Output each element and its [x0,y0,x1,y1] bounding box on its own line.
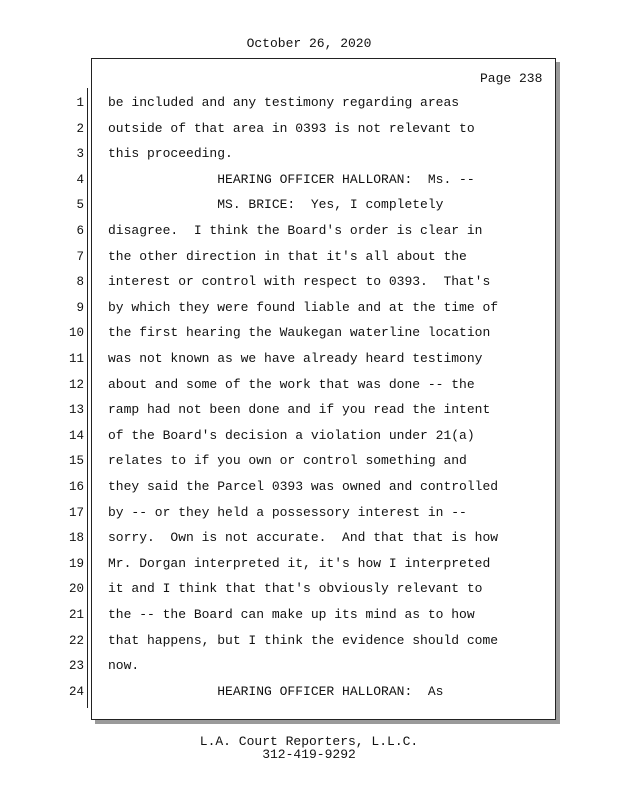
transcript-line-text: by which they were found liable and at the time of [108,300,499,315]
transcript-line-text: HEARING OFFICER HALLORAN: Ms. -- [108,172,475,187]
transcript-line-text: of the Board's decision a violation under 21(a) [108,428,475,443]
line-number: 17 [68,506,84,520]
transcript-line-text: Mr. Dorgan interpreted it, it's how I interpreted [108,556,491,571]
transcript-line-text: HEARING OFFICER HALLORAN: As [108,684,444,699]
transcript-line-text: it and I think that that's obviously relevant to [108,581,483,596]
line-number: 7 [76,250,84,264]
line-number: 13 [68,403,84,417]
line-number: 16 [68,480,84,494]
line-number: 10 [68,326,84,340]
line-number: 24 [68,685,84,699]
transcript-line-text: the other direction in that it's all about the [108,249,467,264]
line-number: 3 [76,147,84,161]
transcript-line-text: about and some of the work that was done -- the [108,377,475,392]
line-number: 23 [68,659,84,673]
line-number: 1 [76,96,84,110]
line-number: 15 [68,454,84,468]
transcript-line-text: outside of that area in 0393 is not relevant to [108,121,475,136]
transcript-line-text: sorry. Own is not accurate. And that that is how [108,530,499,545]
transcript-line-text: be included and any testimony regarding areas [108,95,460,110]
line-number: 9 [76,301,84,315]
footer-phone: 312-419-9292 [262,747,356,762]
line-number: 2 [76,122,84,136]
line-number: 6 [76,224,84,238]
transcript-line-text: ramp had not been done and if you read the intent [108,402,491,417]
line-number: 12 [68,378,84,392]
transcript-line-text: the first hearing the Waukegan waterline location [108,325,491,340]
line-number-divider [87,88,88,708]
transcript-line-text: interest or control with respect to 0393. That's [108,274,491,289]
line-number: 11 [68,352,84,366]
transcript-line-text: was not known as we have already heard testimony [108,351,483,366]
line-number: 8 [76,275,84,289]
line-number: 19 [68,557,84,571]
transcript-line-text: by -- or they held a possessory interest in -- [108,505,467,520]
line-number: 21 [68,608,84,622]
transcript-line-text: relates to if you own or control something and [108,453,467,468]
line-number: 5 [76,198,84,212]
transcript-line-text: they said the Parcel 0393 was owned and controlled [108,479,499,494]
line-number: 20 [68,582,84,596]
page-number: Page 238 [480,71,543,86]
transcript-line-text: that happens, but I think the evidence should come [108,633,499,648]
transcript-line-text: the -- the Board can make up its mind as to how [108,607,475,622]
transcript-date: October 26, 2020 [246,36,372,51]
transcript-line-text: MS. BRICE: Yes, I completely [108,197,444,212]
line-number: 18 [68,531,84,545]
line-number: 22 [68,634,84,648]
transcript-line-text: now. [108,658,140,673]
line-number: 4 [76,173,84,187]
footer-company: L.A. Court Reporters, L.L.C. [199,734,419,749]
transcript-line-text: this proceeding. [108,146,233,161]
transcript-line-text: disagree. I think the Board's order is clear in [108,223,483,238]
line-number: 14 [68,429,84,443]
